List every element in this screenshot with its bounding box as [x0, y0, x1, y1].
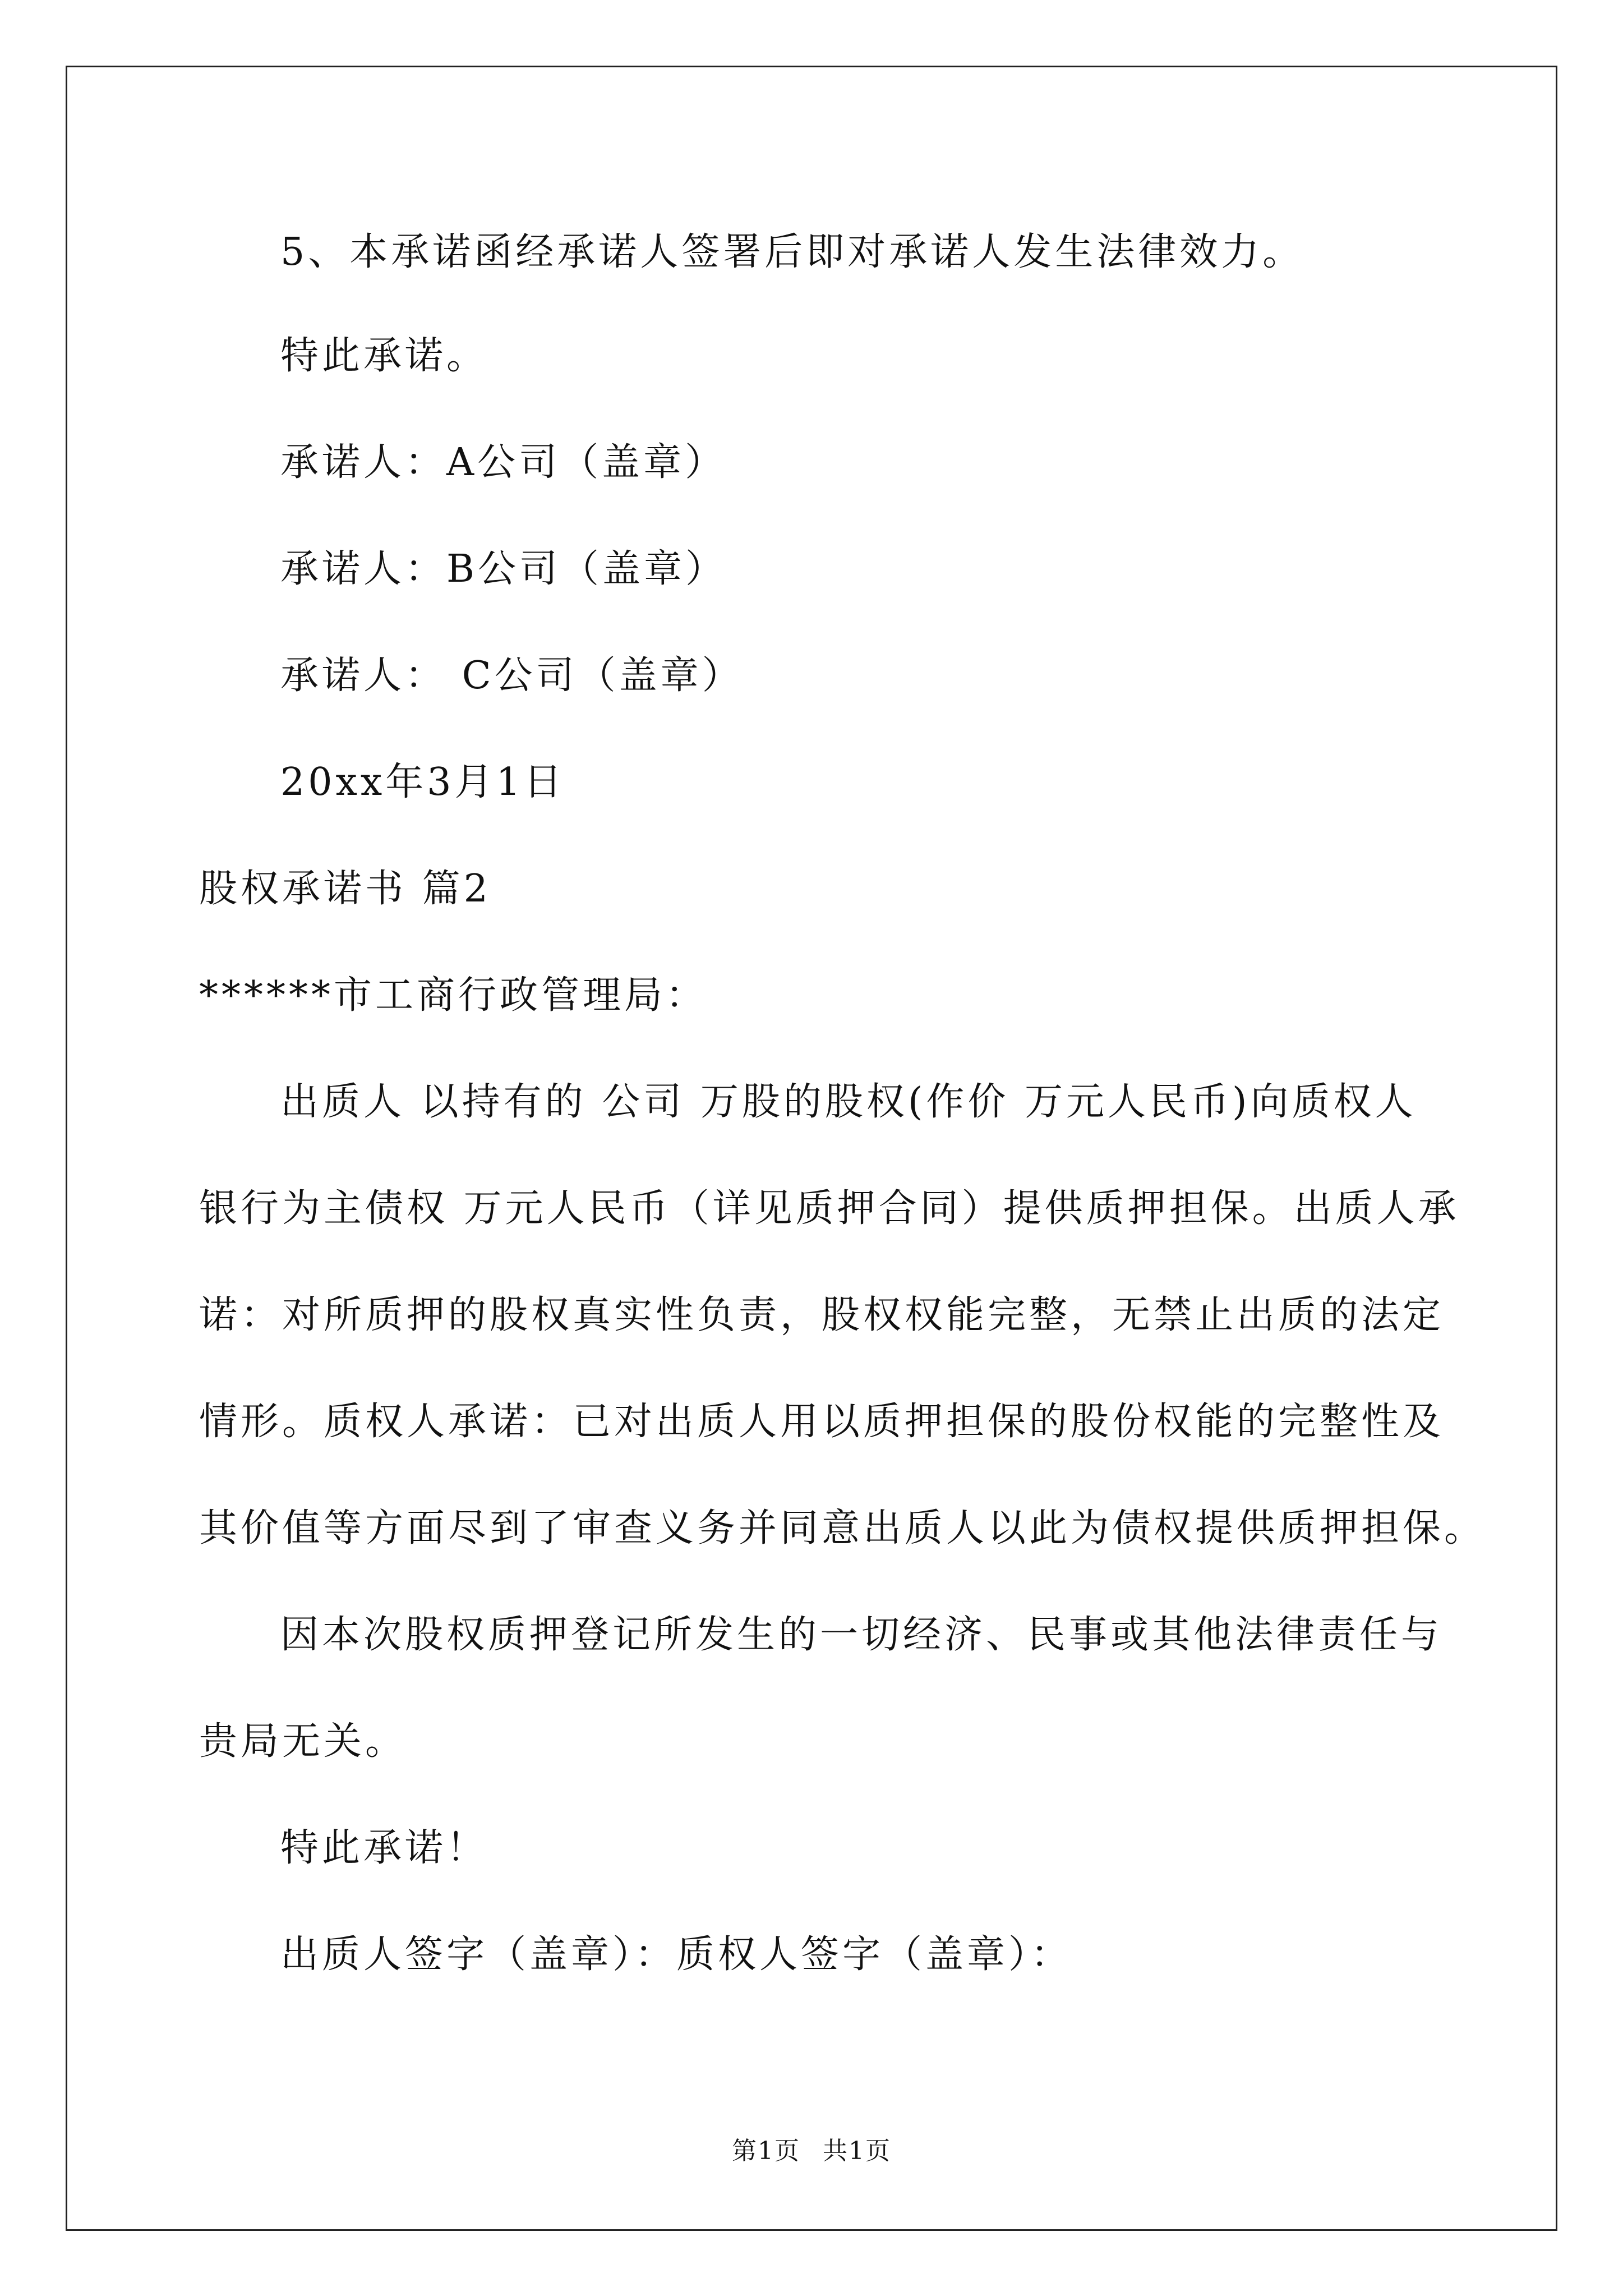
- paragraph-1-line-5: 其价值等方面尽到了审查义务并同意出质人以此为债权提供质押担保。: [199, 1506, 1486, 1550]
- paragraph-1-line-3: 诺：对所质押的股权真实性负责，股权权能完整，无禁止出质的法定: [199, 1293, 1445, 1337]
- section-heading: 股权承诺书 篇2: [199, 867, 491, 911]
- addressee: ******市工商行政管理局：: [199, 973, 708, 1018]
- page-current: 第1页: [732, 2137, 800, 2165]
- page-footer: [0, 2134, 1623, 2168]
- paragraph-1-line-4: 情形。质权人承诺：已对出质人用以质押担保的股份权能的完整性及: [199, 1400, 1445, 1444]
- paragraph-2-line-1: 因本次股权质押登记所发生的一切经济、民事或其他法律责任与: [280, 1613, 1443, 1657]
- promisor-b: 承诺人：B公司（盖章）: [280, 547, 727, 591]
- closing-statement: 特此承诺。: [280, 334, 488, 378]
- promisor-a: 承诺人：A公司（盖章）: [280, 440, 727, 485]
- signature-line: 出质人签字（盖章）：质权人签字（盖章）：: [280, 1932, 1073, 1977]
- page-total: 共1页: [823, 2137, 891, 2165]
- promisor-c: 承诺人： C公司（盖章）: [280, 654, 744, 698]
- page-border: [66, 66, 1557, 2231]
- paragraph-1-line-1: 出质人 以持有的 公司 万股的股权(作价 万元人民币)向质权人: [280, 1080, 1417, 1124]
- paragraph-2-line-2: 贵局无关。: [199, 1719, 407, 1764]
- paragraph-1-line-2: 银行为主债权 万元人民币（详见质押合同）提供质押担保。出质人承: [199, 1186, 1460, 1231]
- date: 20xx年3月1日: [280, 760, 565, 804]
- clause-5: 5、本承诺函经承诺人签署后即对承诺人发生法律效力。: [280, 230, 1304, 274]
- closing-statement-2: 特此承诺！: [280, 1826, 488, 1870]
